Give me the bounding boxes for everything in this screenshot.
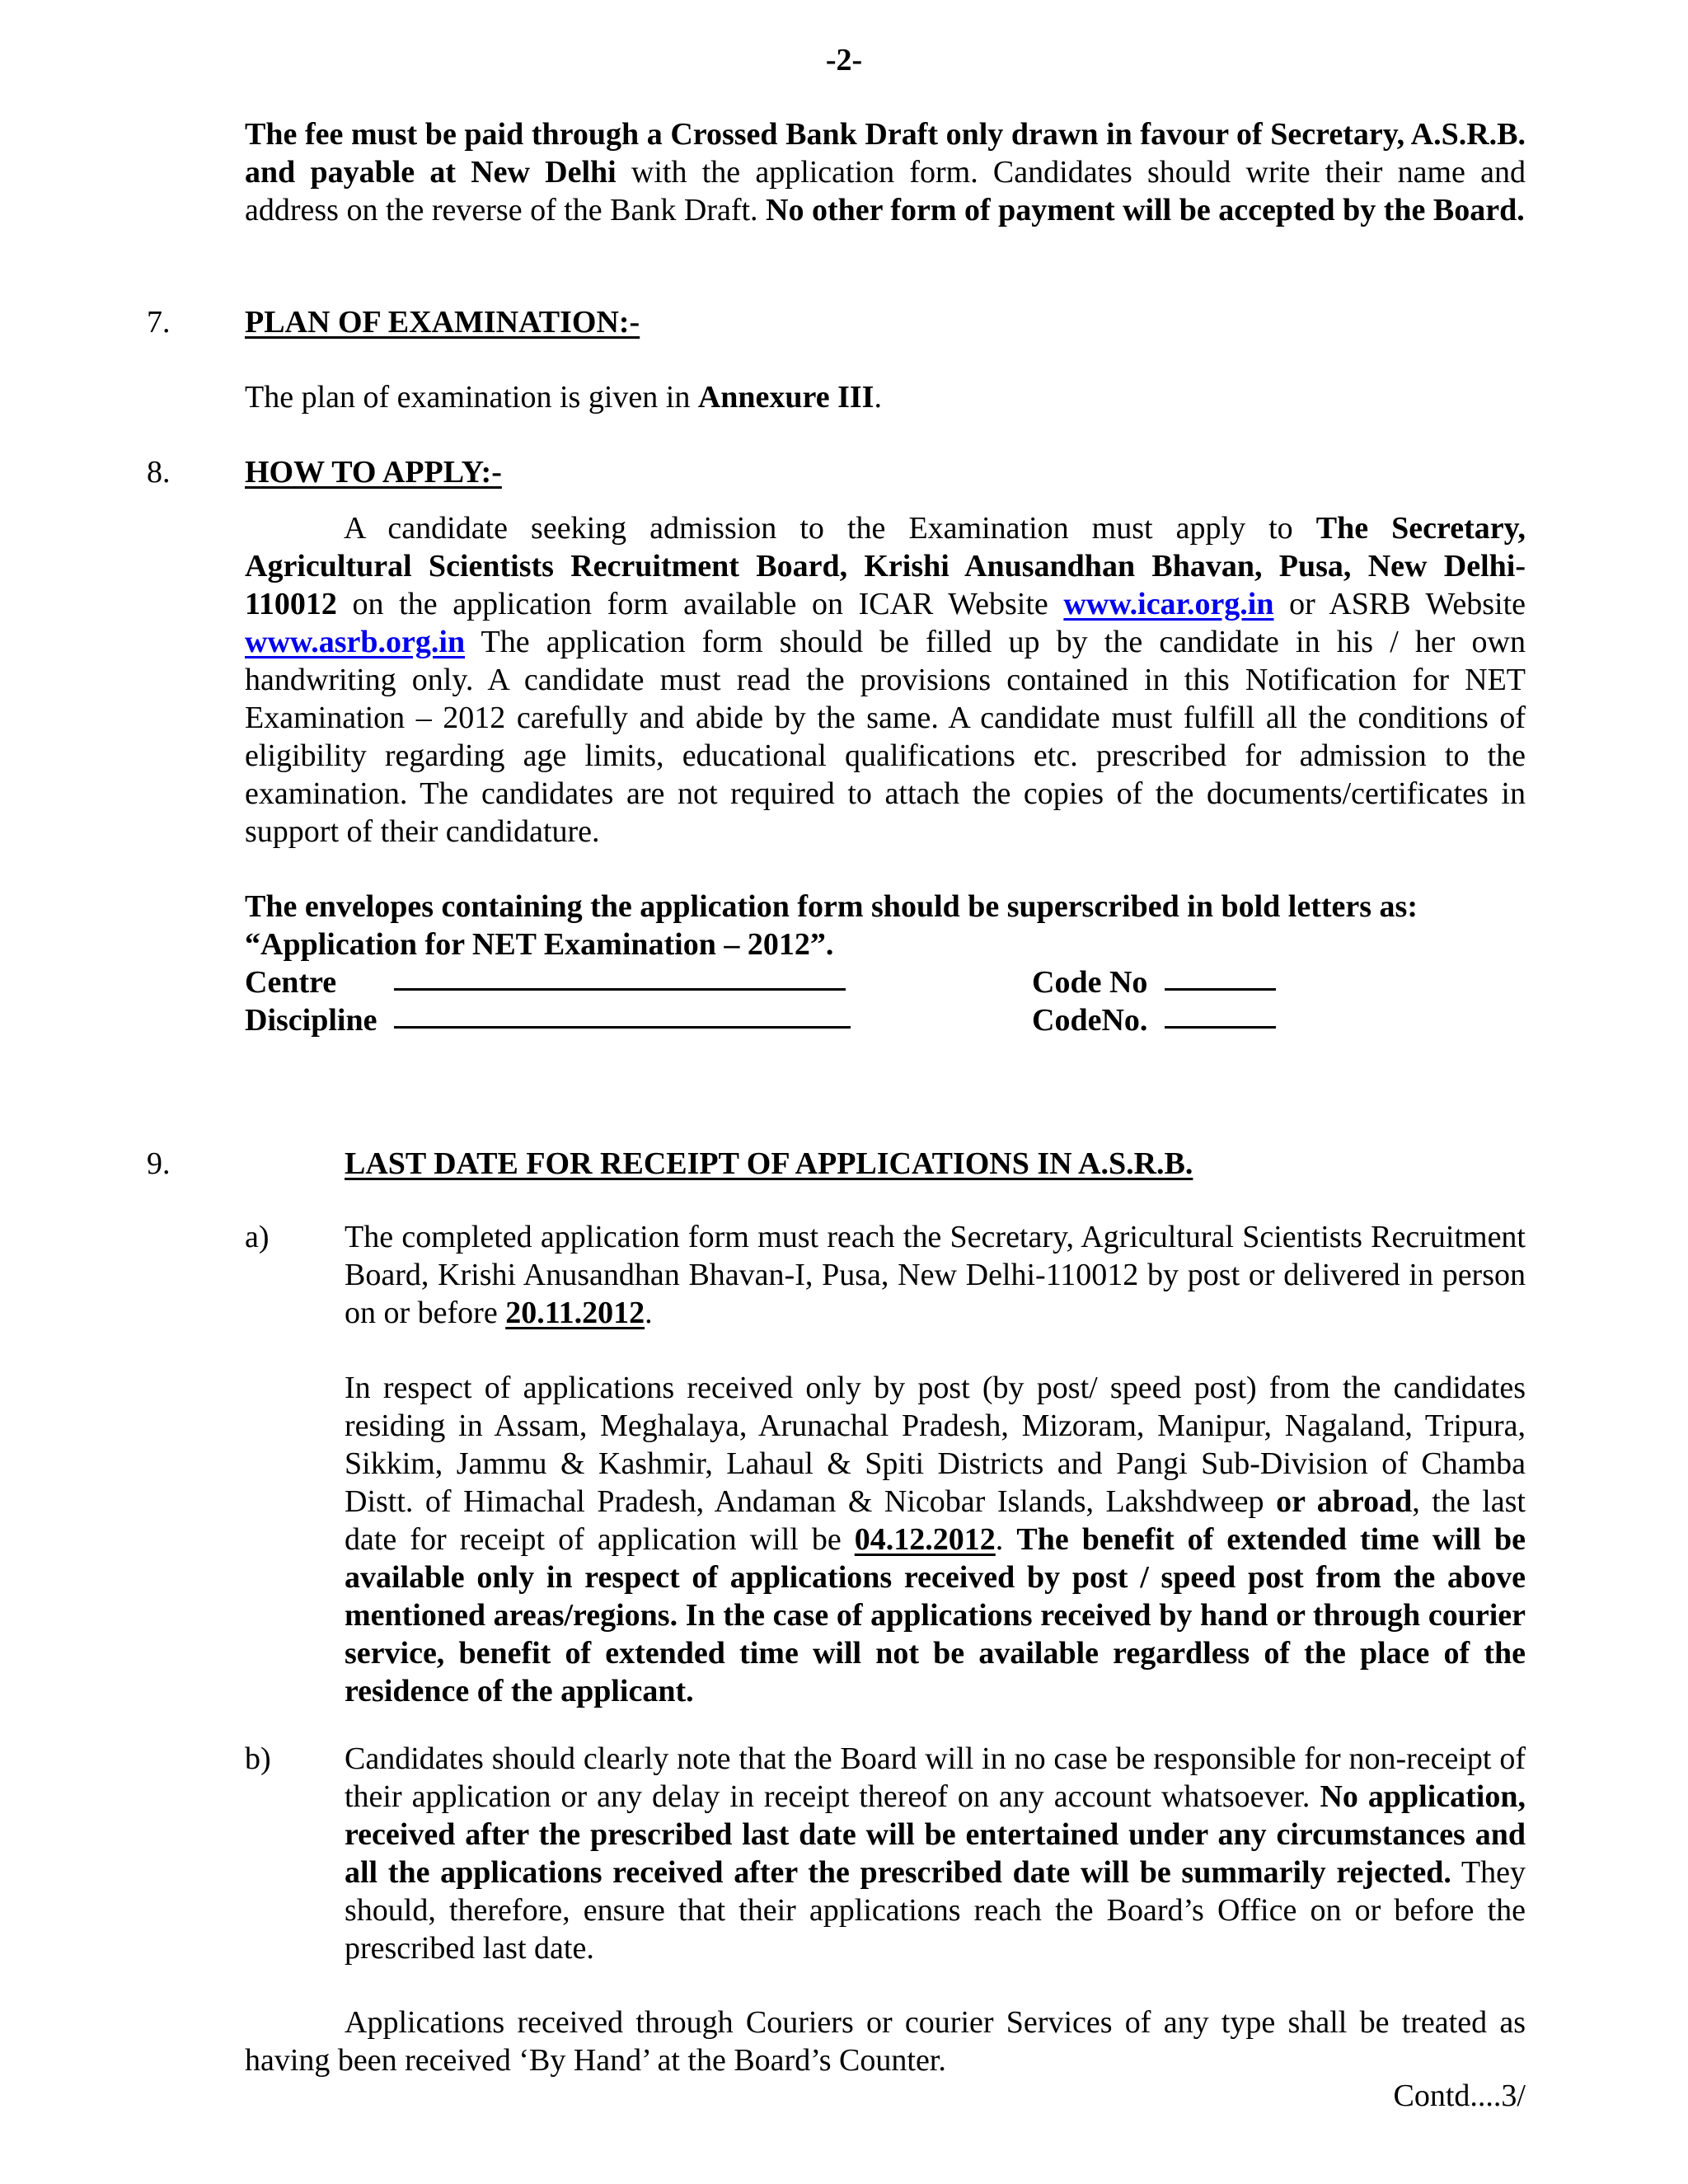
sec9-a2-bold-2: The benefit of extended time will be available only in respect of applications received by post / speed post from the above mentioned areas/regions. In the case of applications received by hand or through courier service, benefit of extended time will not be available regardless of the place of the residence of the applicant. — [345, 1522, 1526, 1708]
sec9-b-text-1: Candidates should clearly note that the Board will in no case be responsible for non-receipt of their application or any delay in receipt thereof on any account whatsoever. — [345, 1741, 1526, 1814]
sec9-b-bold-1: No application, received after the prescribed last date will be entertained under any circumstances and all the applications received after the prescribed date will be summarily rejected. — [345, 1779, 1526, 1890]
section-8-paragraph — [245, 509, 1526, 851]
sec9-a1-text-2: . — [645, 1296, 653, 1330]
discipline-blank-line — [394, 1001, 851, 1029]
icar-website-link[interactable]: www.icar.org.in — [1063, 587, 1274, 621]
sec7-annexure: Annexure III — [697, 380, 874, 415]
sec9-a2-text-2: , the last date for receipt of application will be — [345, 1484, 1526, 1557]
sec9-b-text-2: They should, therefore, ensure that their applications reach the Board’s Office on or before the prescribed last date. — [345, 1855, 1526, 1966]
centre-blank-line — [394, 963, 846, 991]
section-7-number: 7. — [147, 305, 171, 340]
section-9-heading: LAST DATE FOR RECEIPT OF APPLICATIONS IN A.S.R.B. — [345, 1146, 1193, 1181]
last-date: 20.11.2012 — [505, 1296, 645, 1330]
sec8-text-1: A candidate seeking admission to the Examination must apply to — [344, 511, 1316, 546]
fee-text-2: with the application form. Candidates should write their name and address on the reverse of the Bank Draft. — [245, 155, 1526, 227]
sec9-a2-bold-1: or abroad — [1276, 1484, 1413, 1519]
code-no-label-2: CodeNo. — [1032, 1003, 1148, 1038]
envelope-superscription: “Application for NET Examination – 2012”. — [245, 927, 834, 962]
discipline-label: Discipline — [245, 1003, 377, 1038]
sub-item-a-paragraph-2 — [345, 1369, 1526, 1710]
section-8-heading: HOW TO APPLY:- — [245, 455, 502, 490]
centre-label: Centre — [245, 965, 337, 1000]
sec8-text-4: or ASRB Website — [1273, 587, 1526, 621]
page-number: -2- — [825, 43, 863, 77]
fee-bold-3: No other form of payment will be accepted by the Board. — [766, 193, 1525, 227]
fee-bold-1: The fee must be paid through a Crossed Bank Draft only drawn in favour of Secretary, A.S.R.B. and payable at New Delhi — [245, 117, 1526, 190]
extended-last-date: 04.12.2012 — [854, 1522, 996, 1557]
sub-item-b-paragraph — [345, 1740, 1526, 1967]
sec9-a2-text-1: In respect of applications received only by post (by post/ speed post) from the candidates residing in Assam, Meghalaya, Arunachal Pradesh, Mizoram, Manipur, Nagaland, Tripura, Sikkim, Jammu & Kashmir, Lahaul & Spiti Districts and Pangi Sub-Division of Chamba Distt. of Himachal Pradesh, Andaman & Nicobar Islands, Lakshdweep — [345, 1371, 1526, 1519]
sec8-text-3: on the application form available on ICAR Website — [336, 587, 1064, 621]
continued-marker: Contd....3/ — [1393, 2079, 1526, 2113]
sec8-address: The Secretary, Agricultural Scientists Recruitment Board, Krishi Anusandhan Bhavan, Pusa, New Delhi-110012 — [245, 511, 1526, 621]
sec8-text-5: The application form should be filled up by the candidate in his / her own handwriting only. A candidate must read the provisions contained in this Notification for NET Examination – 2012 carefully and abide by the same. A candidate must fulfill all the conditions of eligibility regarding age limits, educational qualifications etc. prescribed for admission to the examination. The candidates are not required to attach the copies of the documents/certificates in support of their candidature. — [245, 625, 1526, 849]
section-7-paragraph — [245, 378, 1526, 416]
section-8-number: 8. — [147, 455, 171, 490]
sec7-text-1: The plan of examination is given in — [245, 380, 698, 415]
code-no-label-1: Code No — [1032, 965, 1148, 1000]
section-7-heading: PLAN OF EXAMINATION:- — [245, 305, 640, 340]
sec9-a2-text-3: . — [995, 1522, 1017, 1557]
asrb-website-link[interactable]: www.asrb.org.in — [245, 625, 466, 659]
sec9-a1-text-1: The completed application form must reach the Secretary, Agricultural Scientists Recruitment Board, Krishi Anusandhan Bhavan-I, Pusa, New Delhi-110012 by post or delivered in person on or before — [345, 1220, 1526, 1330]
section-9-number: 9. — [147, 1146, 171, 1181]
fee-paragraph — [245, 115, 1526, 229]
sub-item-a-label: a) — [245, 1220, 270, 1254]
sub-item-b-label: b) — [245, 1741, 271, 1776]
code-no-blank-line-2 — [1165, 1001, 1276, 1029]
code-no-blank-line-1 — [1165, 963, 1276, 991]
courier-paragraph: Applications received through Couriers or courier Services of any type shall be treated as having been received ‘By Hand’ at the Board’s Counter. — [245, 2005, 1526, 2078]
sec7-text-3: . — [874, 380, 882, 415]
envelope-instruction: The envelopes containing the application form should be superscribed in bold letters as: — [245, 889, 1418, 924]
sub-item-a-paragraph-1 — [345, 1218, 1526, 1332]
